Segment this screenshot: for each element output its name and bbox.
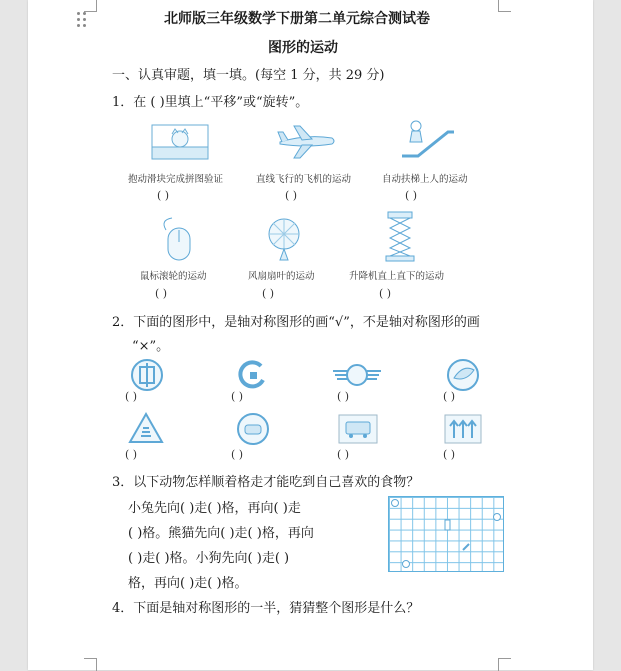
bank-logo-icon (130, 358, 164, 392)
q1-caption-2: 直线飞行的飞机的运动 (256, 174, 352, 185)
drag-handle-icon[interactable] (77, 12, 87, 28)
section-heading: 一、认真审题，填一填。(每空 1 分，共 29 分) (112, 68, 385, 83)
q2-answer-blank-7[interactable]: ( ) (337, 448, 350, 461)
q2-answer-blank-5[interactable]: ( ) (125, 448, 138, 461)
q1-answer-blank-4[interactable]: ( ) (155, 287, 168, 300)
question-3-prompt: 3．以下动物怎样顺着格走才能吃到自己喜欢的食物？ (112, 475, 420, 490)
q2-answer-blank-2[interactable]: ( ) (231, 390, 244, 403)
animal-food-figures (390, 498, 502, 570)
crop-mark-bottom-left (84, 658, 97, 671)
crop-mark-bottom-right (498, 658, 511, 671)
circle-logo-icon (236, 358, 270, 392)
q1-caption-6: 升降机直上直下的运动 (349, 271, 445, 282)
car-sign-icon (236, 412, 270, 446)
q3-line-2: ( )格。熊猫先向( )走( )格，再向 (128, 526, 314, 541)
q2-answer-blank-3[interactable]: ( ) (337, 390, 350, 403)
q1-caption-5: 风扇扇叶的运动 (248, 271, 315, 282)
warning-sign-icon (128, 412, 164, 444)
question-1-prompt: 1．在 ( )里填上“平移”或“旋转”。 (112, 95, 309, 110)
q1-caption-1: 抱动滑块完成拼图验证 (128, 174, 224, 185)
lift-icon (384, 210, 416, 262)
wings-logo-icon (331, 362, 383, 388)
q2-answer-blank-1[interactable]: ( ) (125, 390, 138, 403)
bus-sign-icon (338, 414, 378, 444)
q1-answer-blank-6[interactable]: ( ) (379, 287, 392, 300)
fan-icon (262, 216, 306, 264)
q1-caption-4: 鼠标滚轮的运动 (140, 271, 207, 282)
leaf-logo-icon (446, 358, 480, 392)
q3-line-1: 小兔先向( )走( )格，再向( )走 (128, 501, 301, 516)
q3-line-3: ( )走( )格。小狗先向( )走( ) (128, 551, 290, 566)
q1-answer-blank-2[interactable]: ( ) (285, 189, 298, 202)
airplane-icon (276, 124, 338, 160)
q1-answer-blank-3[interactable]: ( ) (405, 189, 418, 202)
q1-answer-blank-1[interactable]: ( ) (157, 189, 170, 202)
q2-answer-blank-8[interactable]: ( ) (443, 448, 456, 461)
puzzle-slider-icon (150, 122, 210, 162)
q2-answer-blank-6[interactable]: ( ) (231, 448, 244, 461)
crop-mark-top-left (84, 0, 97, 12)
q1-caption-3: 自动扶梯上人的运动 (382, 174, 468, 185)
escalator-icon (398, 118, 456, 160)
question-2-prompt: 2．下面的图形中，是轴对称图形的画“√”，不是轴对称图形的画 (112, 315, 480, 330)
page-title: 北师版三年级数学下册第二单元综合测试卷 (164, 11, 430, 27)
arrows-sign-icon (444, 414, 482, 444)
page-subtitle: 图形的运动 (268, 40, 338, 56)
question-4-prompt: 4．下面是轴对称图形的一半，猜猜整个图形是什么？ (112, 601, 420, 616)
q1-answer-blank-5[interactable]: ( ) (262, 287, 275, 300)
mouse-icon (156, 216, 198, 262)
q2-answer-blank-4[interactable]: ( ) (443, 390, 456, 403)
q3-line-4: 格，再向( )走( )格。 (128, 576, 248, 591)
question-2-prompt-cont: “×”。 (132, 339, 170, 354)
crop-mark-top-right (498, 0, 511, 12)
